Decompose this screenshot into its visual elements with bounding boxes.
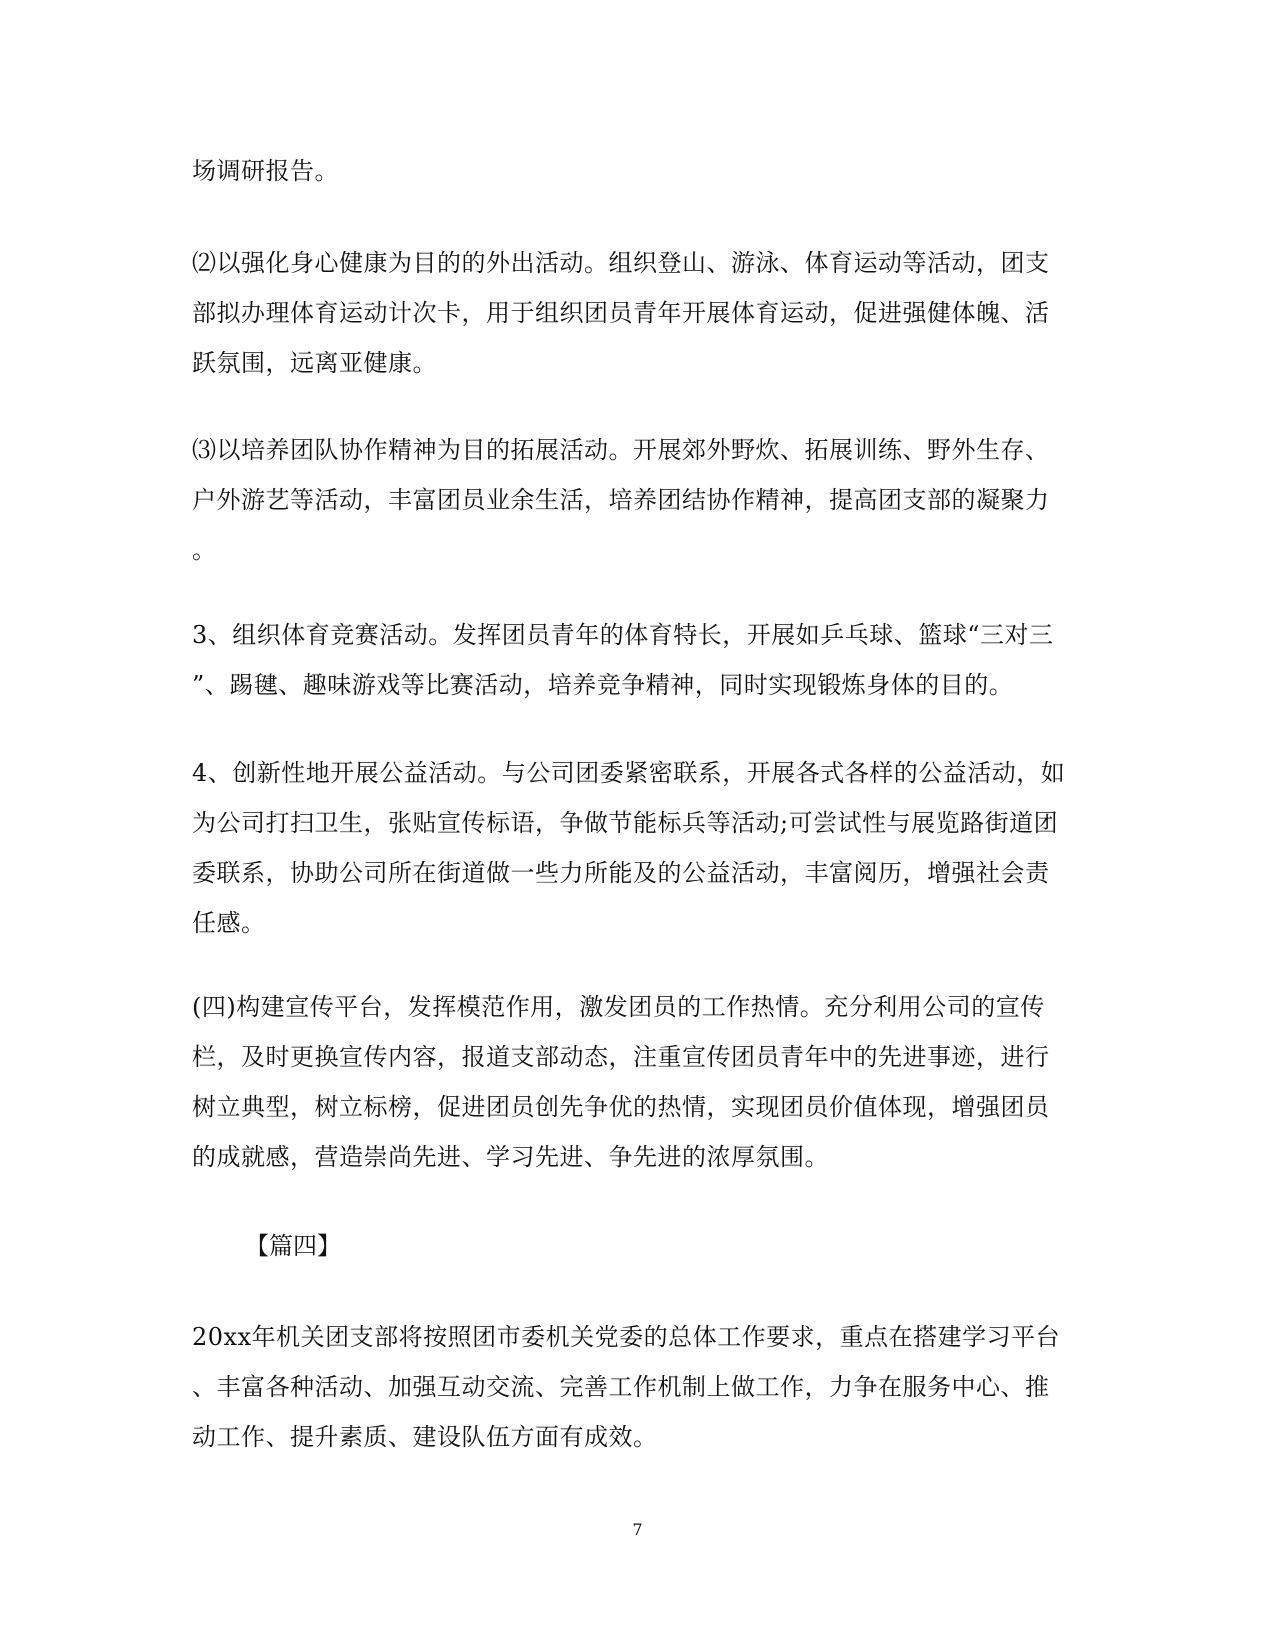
page-number: 7: [632, 1520, 643, 1539]
paragraph-line: 、丰富各种活动、加强互动交流、完善工作机制上做工作，力争在服务中心、推: [192, 1373, 1050, 1401]
paragraph-line: 。: [192, 536, 217, 564]
paragraph-team-building: [192, 425, 1082, 575]
paragraph-line: 任感。: [192, 909, 266, 937]
paragraph-line: 跃氛围，远离亚健康。: [192, 349, 437, 377]
paragraph-line: (四)构建宣传平台，发挥模范作用，激发团员的工作热情。充分利用公司的宣传: [192, 993, 1045, 1021]
paragraph-line: ”、踢毽、趣味游戏等比赛活动，培养竞争精神，同时实现锻炼身体的目的。: [192, 671, 1014, 699]
paragraph-publicity-platform: [192, 982, 1082, 1182]
paragraph-line: 部拟办理体育运动计次卡，用于组织团员青年开展体育运动，促进强健体魄、活: [192, 299, 1050, 327]
paragraph-intro-tail: [192, 146, 1082, 196]
paragraph-line: 的成就感，营造崇尚先进、学习先进、争先进的浓厚氛围。: [192, 1143, 829, 1171]
paragraph-line: 20xx年机关团支部将按照团市委机关党委的总体工作要求，重点在搭建学习平台: [192, 1323, 1061, 1351]
paragraph-line: 树立典型，树立标榜，促进团员创先争优的热情，实现团员价值体现，增强团员: [192, 1093, 1050, 1121]
paragraph-line: 委联系，协助公司所在街道做一些力所能及的公益活动，丰富阅历，增强社会责: [192, 859, 1050, 887]
paragraph-outdoor-activities: [192, 238, 1082, 388]
paragraph-line: 动工作、提升素质、建设队伍方面有成效。: [192, 1423, 658, 1451]
paragraph-line: 3、组织体育竞赛活动。发挥团员青年的体育特长，开展如乒乓球、篮球“三对三: [192, 621, 1054, 649]
paragraph-public-welfare: [192, 748, 1082, 948]
section-heading: 【篇四】: [245, 1232, 341, 1260]
paragraph-line: 4、创新性地开展公益活动。与公司团委紧密联系，开展各式各样的公益活动，如: [192, 759, 1066, 787]
paragraph-sports-competition: [192, 610, 1082, 710]
paragraph-line: 户外游艺等活动，丰富团员业余生活，培养团结协作精神，提高团支部的凝聚力: [192, 486, 1050, 514]
paragraph-line: 场调研报告。: [192, 157, 339, 185]
paragraph-line: 栏，及时更换宣传内容，报道支部动态，注重宣传团员青年中的先进事迹，进行: [192, 1043, 1050, 1071]
paragraph-closing: [192, 1312, 1082, 1462]
paragraph-line: ⑵以强化身心健康为目的的外出活动。组织登山、游泳、体育运动等活动，团支: [192, 249, 1050, 277]
paragraph-line: 为公司打扫卫生，张贴宣传标语，争做节能标兵等活动;可尝试性与展览路街道团: [192, 809, 1059, 837]
paragraph-line: ⑶以培养团队协作精神为目的拓展活动。开展郊外野炊、拓展训练、野外生存、: [192, 436, 1050, 464]
